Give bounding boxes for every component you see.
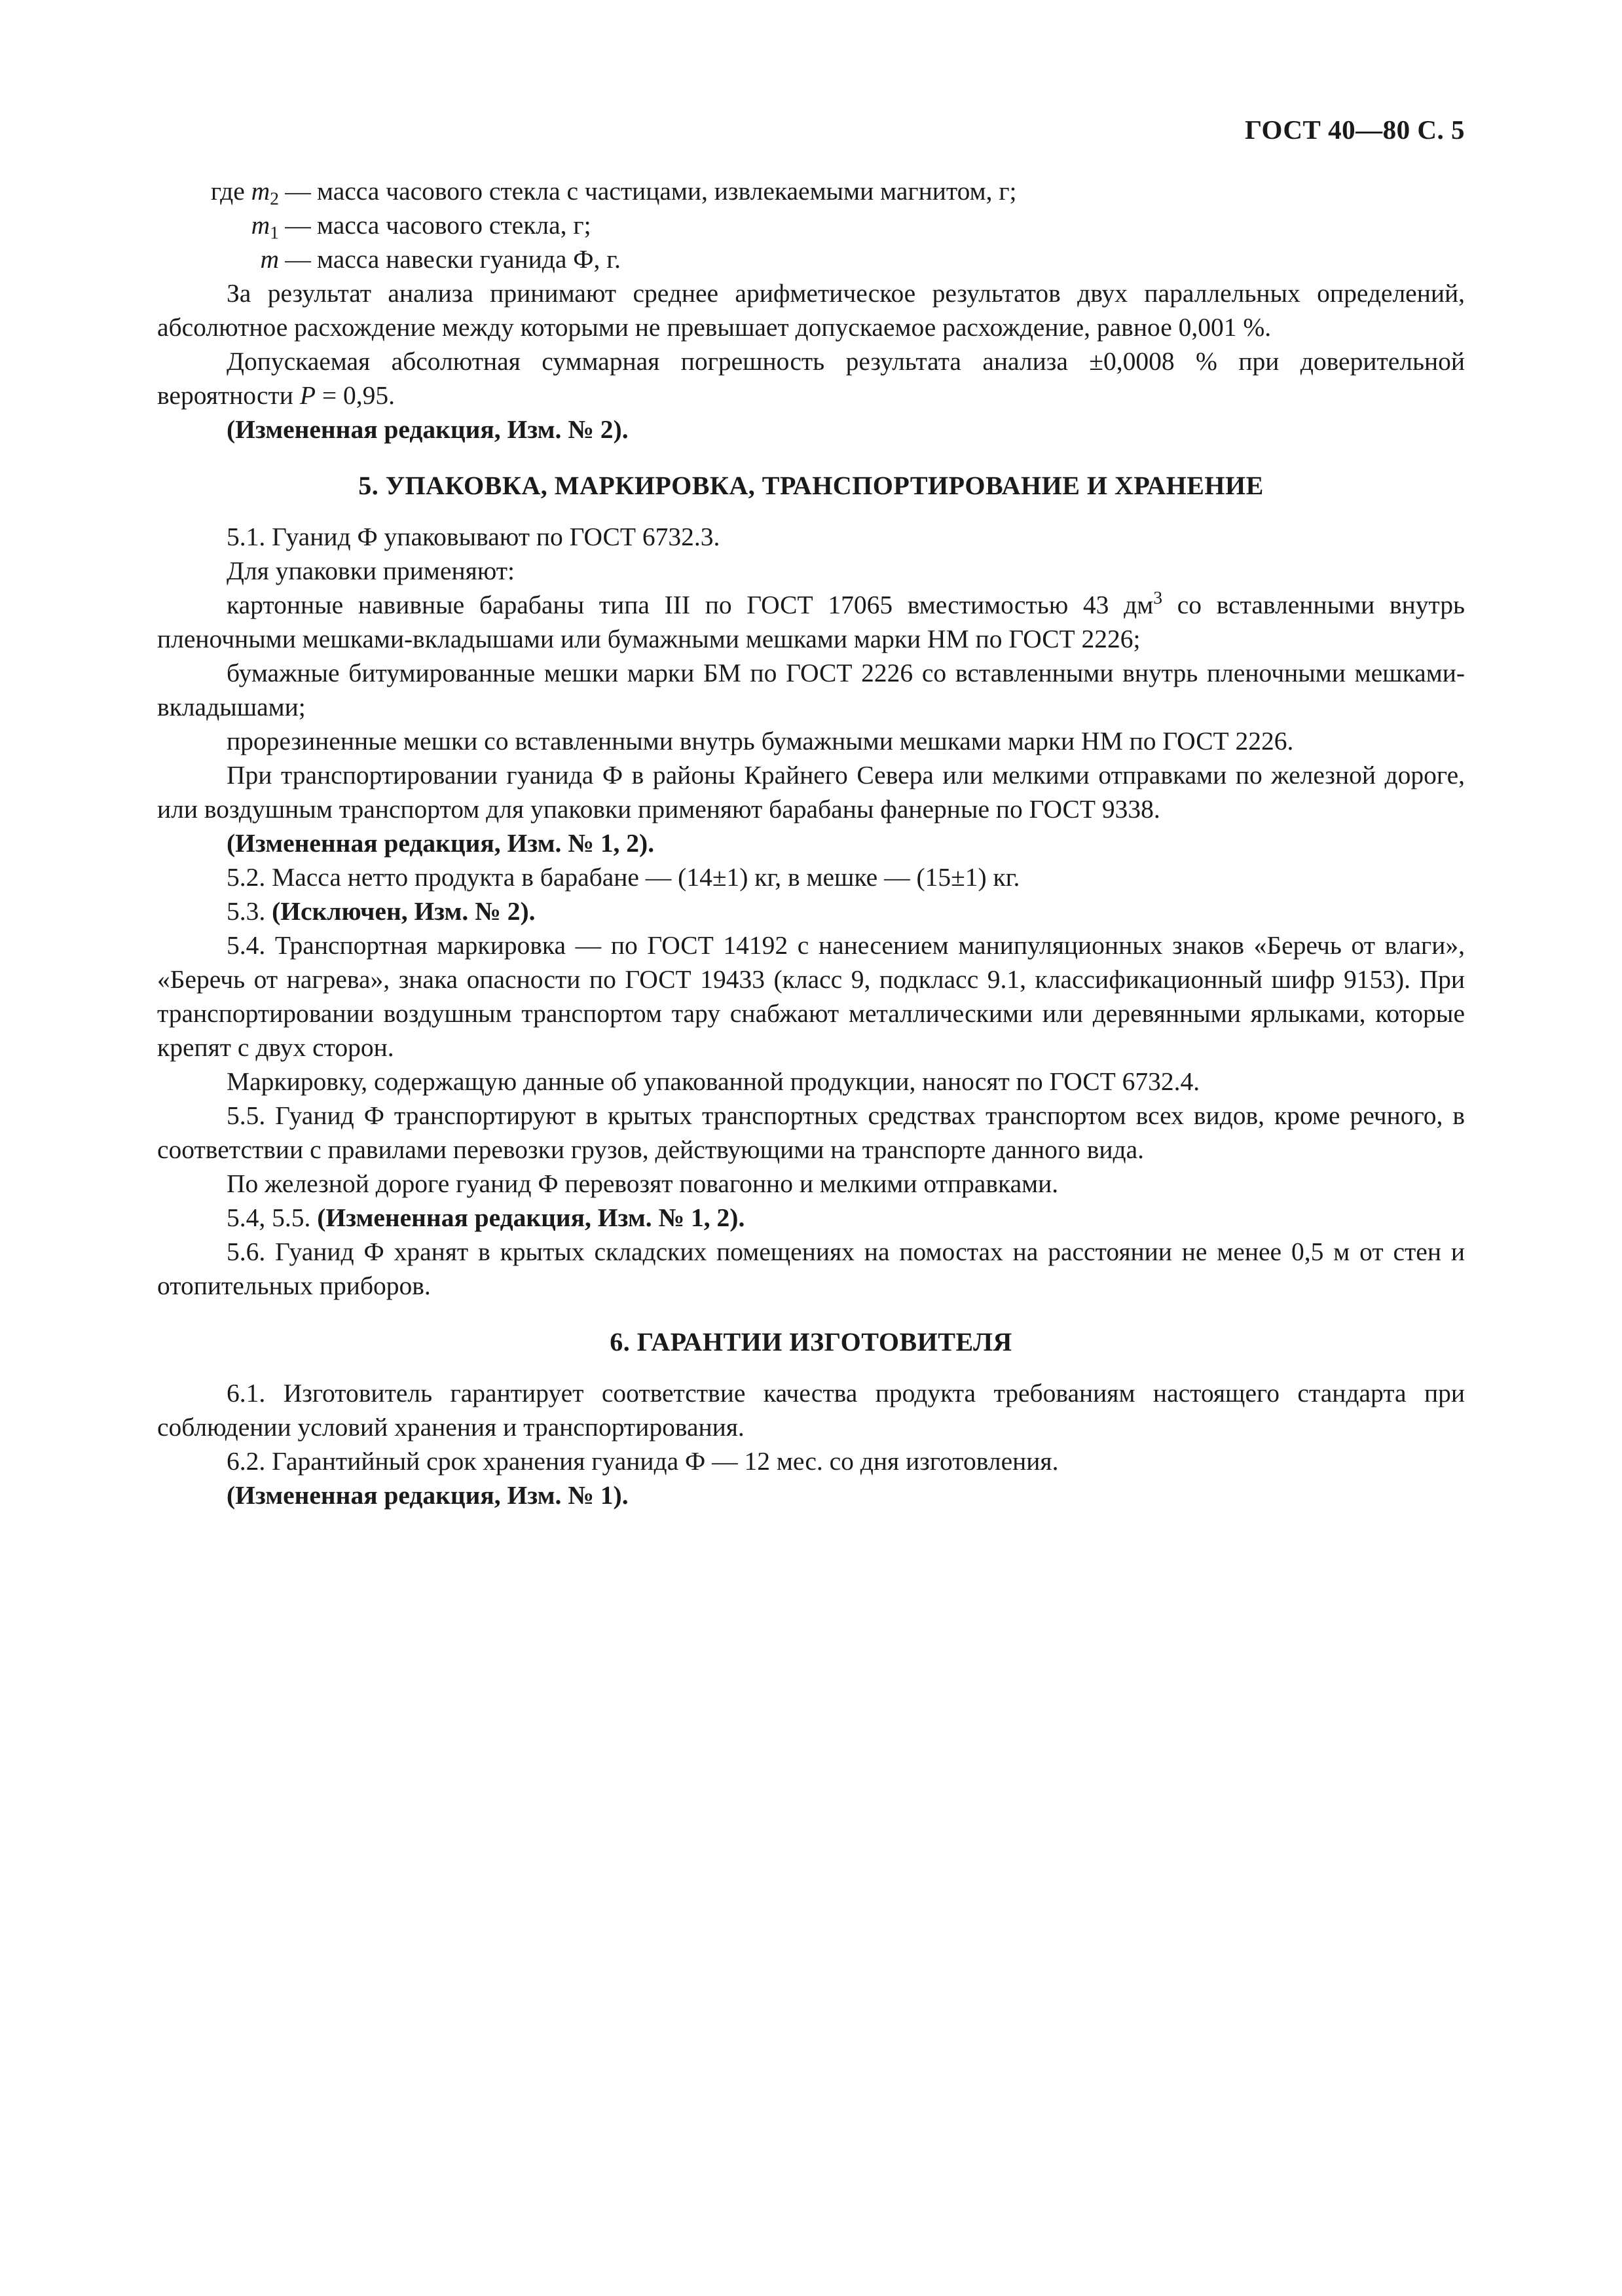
amendment-note: (Измененная редакция, Изм. № 2). [227, 415, 629, 444]
definition-text: масса часового стекла, г; [317, 211, 591, 240]
definition-symbol [157, 174, 279, 208]
definition-dash: — [285, 211, 311, 240]
page-header: ГОСТ 40—80 С. 5 [1244, 115, 1465, 145]
definition-dash: — [285, 245, 311, 274]
amendment-note: (Измененная редакция, Изм. № 1, 2). [227, 829, 655, 858]
packaging-drums [157, 588, 1465, 656]
probability-value: = 0,95. [315, 381, 395, 410]
result-paragraph: За результат анализа принимают среднее арифметическое результатов двух параллельных определений, абсолютное расхождение между которыми не превышает допускаемое расхождение, равное 0,001 %. [157, 279, 1465, 342]
packaging-north: При транспортировании гуанида Ф в районы Крайнего Севера или мелкими отправками по железной дороге, или воздушным транспортом для упаковки применяют барабаны фанерные по ГОСТ 9338. [157, 761, 1465, 824]
clause-5-5: 5.5. Гуанид Ф транспортируют в крытых транспортных средствах транспортом всех видов, кроме речного, в соответствии с правилами перевозки грузов, действующими на транспорте данного вида. [157, 1101, 1465, 1164]
amendment-note: (Измененная редакция, Изм. № 1, 2). [317, 1203, 745, 1232]
section-5-heading: 5. УПАКОВКА, МАРКИРОВКА, ТРАНСПОРТИРОВАНИЕ И ХРАНЕНИЕ [358, 471, 1264, 500]
amendment-note: (Измененная редакция, Изм. № 1). [227, 1481, 629, 1510]
clause-5-4-5-5-note [157, 1201, 1465, 1235]
symbol-subscript: 2 [270, 188, 279, 209]
clause-5-1: 5.1. Гуанид Ф упаковывают по ГОСТ 6732.3. [227, 522, 720, 551]
clause-5-3 [157, 894, 1465, 928]
clause-number: 5.3. [227, 897, 272, 926]
packaging-bm-bags: бумажные битумированные мешки марки БМ по ГОСТ 2226 со вставленными внутрь пленочными мешками-вкладышами; [157, 659, 1465, 721]
rail-paragraph: По железной дороге гуанид Ф перевозят повагонно и мелкими отправками. [227, 1169, 1059, 1198]
marking-paragraph: Маркировку, содержащую данные об упакованной продукции, наносят по ГОСТ 6732.4. [227, 1067, 1200, 1096]
drums-text-cont: со вставленными внутрь пленочными мешками-вкладышами или бумажными мешками марки НМ по ГОСТ 2226; [157, 591, 1465, 653]
clause-excluded-note: (Исключен, Изм. № 2). [272, 897, 536, 926]
symbol-subscript: 1 [270, 222, 279, 243]
definition-symbol [157, 208, 279, 242]
clause-6-1: 6.1. Изготовитель гарантирует соответствие качества продукта требованиям настоящего стандарта при соблюдении условий хранения и транспортирования. [157, 1379, 1465, 1442]
symbol-letter: m [260, 245, 279, 274]
clause-5-6: 5.6. Гуанид Ф хранят в крытых складских помещениях на помостах на расстоянии не менее 0,5 м от стен и отопительных приборов. [157, 1237, 1465, 1300]
definition-m2 [157, 174, 1465, 208]
definition-symbol [157, 242, 279, 276]
definition-prefix: где [210, 177, 251, 206]
probability-symbol: P [299, 381, 316, 410]
definition-text: масса навески гуанида Ф, г. [317, 245, 621, 274]
definition-m1 [157, 208, 1465, 242]
symbol-letter: m [251, 177, 270, 206]
clause-number: 5.4, 5.5. [227, 1203, 318, 1232]
definition-text: масса часового стекла с частицами, извлекаемыми магнитом, г; [317, 177, 1017, 206]
section-6-heading: 6. ГАРАНТИИ ИЗГОТОВИТЕЛЯ [610, 1327, 1012, 1357]
drums-text: картонные навивные барабаны типа III по ГОСТ 17065 вместимостью 43 дм [227, 591, 1154, 619]
clause-5-4: 5.4. Транспортная маркировка — по ГОСТ 14192 с нанесением манипуляционных знаков «Беречь от влаги», «Беречь от нагрева», знака опасности по ГОСТ 19433 (класс 9, подкласс 9.1, классификационный шифр 9153). При транспортировании воздушным транспортом тару снабжают металлическими или деревянными ярлыками, которые крепят с двух сторон. [157, 931, 1465, 1062]
definition-m [157, 242, 1465, 276]
error-paragraph [157, 344, 1465, 412]
error-text: Допускаемая абсолютная суммарная погрешность результата анализа ±0,0008 % при доверительной вероятности [157, 347, 1465, 410]
packaging-intro: Для упаковки применяют: [227, 556, 515, 585]
variable-definitions [157, 174, 1465, 276]
clause-6-2: 6.2. Гарантийный срок хранения гуанида Ф — 12 мес. со дня изготовления. [227, 1447, 1059, 1476]
symbol-letter: m [251, 211, 270, 240]
definition-dash: — [285, 177, 311, 206]
clause-5-2: 5.2. Масса нетто продукта в барабане — (14±1) кг, в мешке — (15±1) кг. [227, 863, 1020, 892]
packaging-rubber-bags: прорезиненные мешки со вставленными внутрь бумажными мешками марки НМ по ГОСТ 2226. [227, 727, 1294, 756]
cubic-superscript: 3 [1153, 587, 1163, 608]
